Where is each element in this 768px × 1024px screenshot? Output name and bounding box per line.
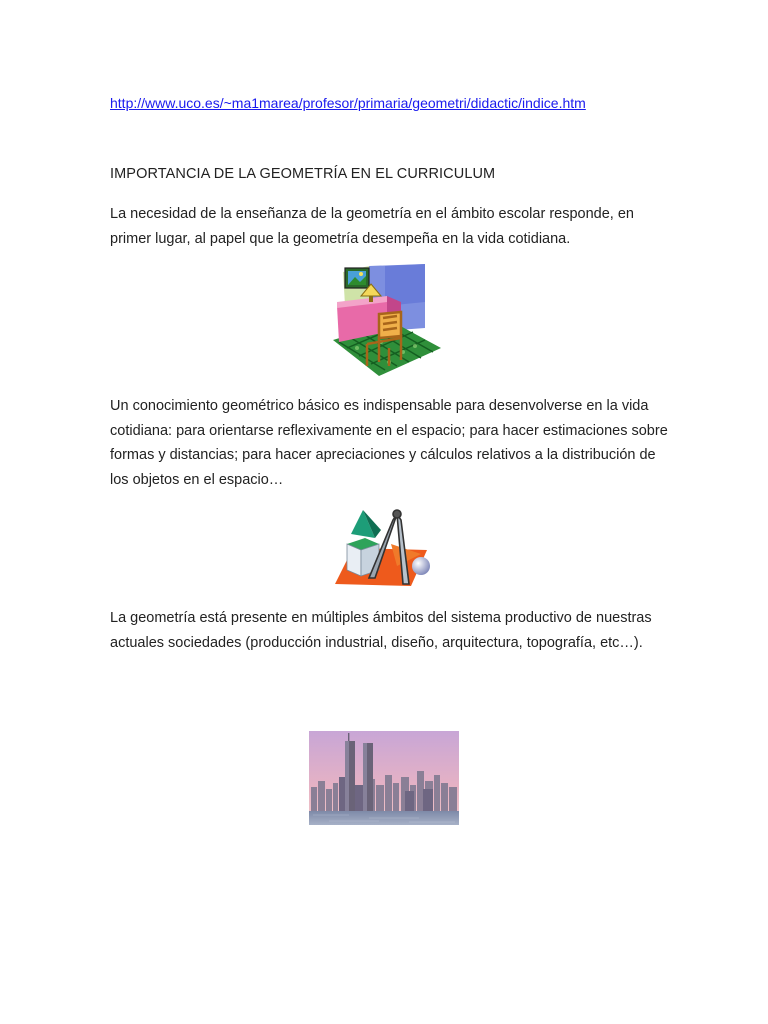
paragraph-2: Un conocimiento geométrico básico es indispensable para desenvolverse en la vida cotidiana: para orientarse reflexivamente en el espacio; para hacer estimaciones sobre formas y distancias; para hacer apreciaciones y cálculos relativos a la distribución de los objetos en el espacio… [110, 398, 668, 488]
paragraph-3: La geometría está presente en múltiples ámbitos del sistema productivo de nuestras actuales sociedades (producción industrial, diseño, arquitectura, topografía, etc…). [110, 610, 652, 651]
city-skyline-image [309, 731, 459, 825]
room-interior-illustration [327, 262, 443, 380]
paragraph-1: La necesidad de la enseñanza de la geometría en el ámbito escolar responde, en primer lugar, al papel que la geometría desempeña en la vida cotidiana. [110, 206, 634, 247]
reference-link[interactable]: http://www.uco.es/~ma1marea/profesor/primaria/geometri/didactic/indice.htm [110, 95, 586, 111]
geometric-shapes-illustration [335, 504, 435, 594]
section-heading: IMPORTANCIA DE LA GEOMETRÍA EN EL CURRICULUM [110, 166, 496, 182]
